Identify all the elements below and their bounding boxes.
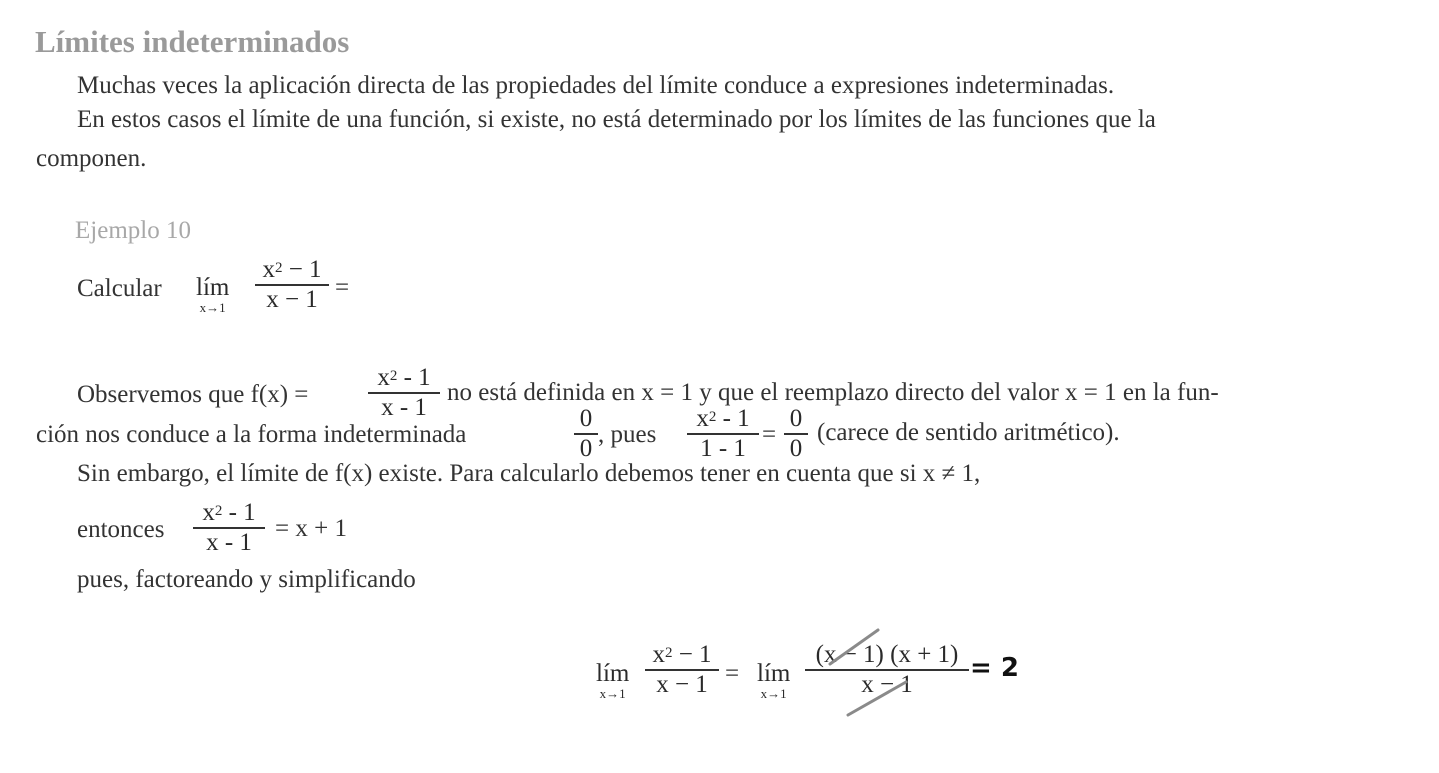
fraction-denominator: x - 1 [381, 393, 427, 421]
fraction-denominator: x - 1 [206, 528, 252, 556]
handwritten-answer: = 2 [970, 653, 1019, 683]
observation-eq: = [762, 421, 777, 448]
observation-pues: , pues [598, 421, 657, 448]
sin-embargo-line: Sin embargo, el límite de f(x) existe. Para calcularlo debemos tener en cuenta que si x ≠ 1, [77, 460, 981, 487]
final-fraction-1 [645, 641, 719, 699]
observation-line2-start: ción nos conduce a la forma indeterminada [36, 421, 467, 448]
example-equals: = [335, 274, 350, 301]
fraction-numerator: $x^2 - 1$ [377, 364, 431, 391]
pues-line: pues, factoreando y simplificando [77, 566, 416, 593]
final-limit-operator-2: lím x→1 [757, 660, 791, 701]
lim-subscript: x→1 [199, 300, 226, 315]
fraction-numerator: $x^2 - 1$ [652, 641, 712, 668]
fraction-denominator: x − 1 [656, 670, 708, 698]
fraction-numerator: (x − 1) (x + 1) [815, 641, 959, 668]
intro-line-3: componen. [36, 145, 147, 172]
observation-part1: Observemos que f(x) = [77, 381, 309, 408]
intro-line-1: Muchas veces la aplicación directa de las propiedades del límite conduce a expresiones indeterminadas. [77, 72, 1115, 99]
observation-part2: no está definida en x = 1 y que el reemplazo directo del valor x = 1 en la fun- [447, 379, 1219, 406]
final-limit-operator-1: lím x→1 [596, 660, 630, 701]
zero-over-zero: 0 0 [574, 405, 598, 463]
observation-fraction [368, 364, 440, 422]
example-fraction [255, 256, 329, 314]
example-label: Ejemplo 10 [75, 217, 191, 244]
page-title: Límites indeterminados [35, 24, 350, 59]
cancel-strokes [800, 620, 980, 720]
fraction-numerator: $x^2 - 1$ [696, 405, 750, 432]
fraction-numerator: $x^2 - 1$ [202, 499, 256, 526]
example-limit-operator [196, 275, 229, 315]
lim-word: lím [196, 274, 230, 301]
fraction-numerator: $x^2 - 1$ [262, 256, 322, 283]
entonces-fraction [193, 499, 265, 557]
calcular-text: Calcular [77, 275, 162, 302]
entonces-word: entonces [77, 516, 165, 543]
fraction-denominator: x − 1 [266, 285, 318, 313]
evaluated-fraction [687, 405, 759, 463]
fraction-denominator: 1 - 1 [700, 434, 746, 462]
intro-line-2: En estos casos el límite de una función, si existe, no está determinado por los límites de las funciones que la [77, 106, 1156, 133]
zero-over-zero-2: 0 0 [784, 405, 808, 463]
observation-line2-end: (carece de sentido aritmético). [817, 419, 1120, 446]
fraction-denominator: x − 1 [861, 670, 913, 698]
final-equals: = [725, 660, 740, 687]
entonces-result: = x + 1 [275, 515, 347, 542]
